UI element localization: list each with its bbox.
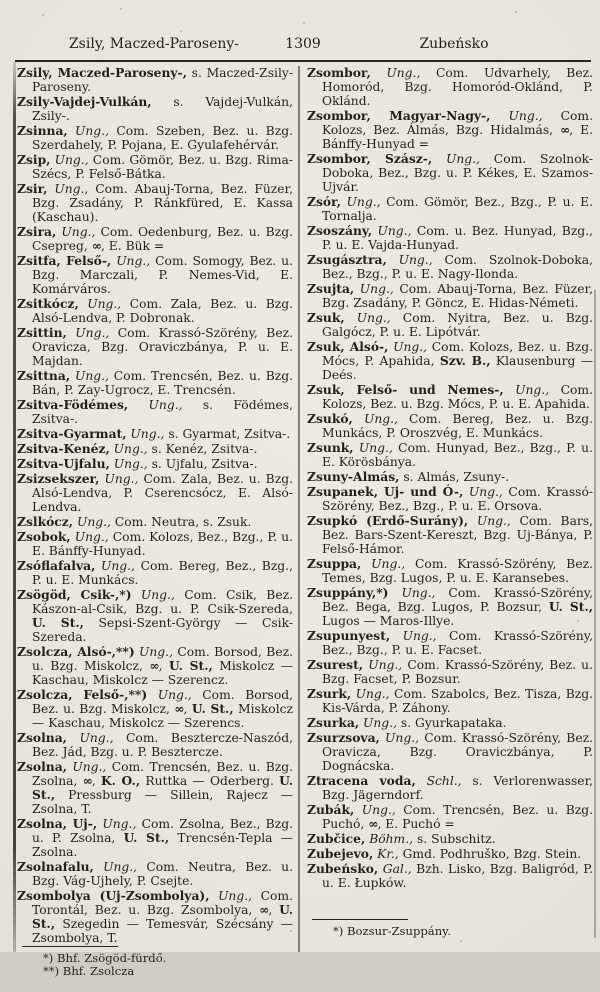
entry [17, 297, 293, 325]
entry-text: Ung., [73, 515, 111, 529]
entry-text: Ung., [352, 412, 398, 426]
entry-text: Pressburg — Sillein, Rajecz — Zsolna, T. [32, 788, 293, 816]
footnote-rule [22, 946, 118, 947]
entry-text: Zsuk, Felső- und Nemes-, [307, 382, 504, 397]
entry-text: s. Vajdej-Vulkán, Zsily-. [32, 95, 293, 123]
entry-text: Zsupkó (Erdő-Surány), [307, 513, 469, 528]
header-rule [15, 60, 591, 62]
entry-text: Ung., [388, 340, 428, 354]
scan-edge-left [13, 62, 16, 952]
left-column [17, 65, 298, 978]
entry-text: Zsupunyest, [307, 628, 391, 643]
entry-text: s. Almás, Zsuny-. [399, 470, 510, 484]
entry-text: Com. Torontál, Bez. u. Bzg. Zsombolya, [32, 889, 293, 917]
entry-text: Gmd. Podhruško, Bzg. Stein. [398, 847, 582, 861]
entry-text: Ung., [147, 688, 192, 702]
entry-text: Com. Bereg, Bez., Bzg., P. u. E. Munkács. [32, 559, 293, 587]
entry [307, 586, 593, 628]
entry-text: Ung., [372, 224, 412, 238]
entry-text: Com. Zsolna, Bez., Bzg. u. P. Zsolna, [32, 817, 293, 845]
entry-text: Com. Bars, Bez. Bars-Szent-Kereszt, Bzg. Uj-Bánya, P. Felső-Hámor. [322, 514, 593, 556]
entry-text: Com. Szolnok-Doboka, Bez., Bzg. u. P. Kékes, E. Szamos-Ujvár. [322, 152, 593, 194]
entry [307, 847, 593, 861]
entry-text: Ung., [432, 152, 480, 166]
entry-text: Ung., [78, 297, 122, 311]
entry [307, 687, 593, 715]
entry-text: Com. Besztercze-Naszód, Bez. Jád, Bzg. u. P. Besztercze. [32, 731, 293, 759]
entry-text: Trencsén-Tepla — Zsolna. [32, 831, 293, 859]
entry [17, 731, 293, 759]
entry-text: Ung., [209, 889, 253, 903]
entry-text: Zsombor, Szász-, [307, 151, 433, 166]
entry [17, 588, 293, 644]
entry-text: Zsurka, [307, 715, 360, 730]
entry-text: Ung., [354, 803, 396, 817]
entry-text: Com. u. Bez. Hunyad, Bzg., P. u. E. Vajda-Hunyad. [322, 224, 593, 252]
entry-text: Com. Szabolcs, Bez. Tisza, Bzg. Kis-Várda, P. Záhony. [322, 687, 593, 715]
entry [307, 485, 593, 513]
entry-text: Com. Somogy, Bez. u. Bzg. Marczali, P. Nemes-Vid, E. Komárváros. [32, 254, 293, 296]
entry-text: U. St., [168, 658, 213, 673]
entry [307, 629, 593, 657]
entry [307, 731, 593, 773]
entry-text: Com. Hunyad, Bez., Bzg., P. u. E. Körösbánya. [322, 441, 593, 469]
entry [307, 803, 593, 831]
entry-text: , [268, 903, 280, 917]
entry-text: K. O., [100, 773, 141, 788]
entry-text: Zsugásztra, [307, 252, 387, 267]
entry-text: Com. Trencsén, Bez. u. Bzg. Bán, P. Zay-Ugrocz, E. Trencsén. [32, 369, 293, 397]
entry-text: Zsolnafalu, [17, 859, 94, 874]
entry [307, 862, 593, 890]
entry-text: Com. Trencsén, Bez. u. Bzg. Puchó, [322, 803, 593, 831]
entry [307, 658, 593, 686]
entry-text: Com. Krassó-Szörény, Bez. Temes, Bzg. Lugos, P. u. E. Karansebes. [322, 557, 593, 585]
posthorn-icon: ∞ [91, 238, 101, 253]
entry-text: Sepsi-Szent-György — Csik-Szereda. [32, 616, 293, 644]
entry [307, 557, 593, 585]
entry-text: Szv. B., [439, 353, 491, 368]
entry-text: Ung., [370, 66, 421, 80]
entry-text: Gal., [378, 862, 412, 876]
entry [307, 832, 593, 846]
entry-text: Ung., [97, 817, 137, 831]
entry-text: Ung., [70, 530, 109, 544]
posthorn-icon: ∞ [560, 122, 570, 137]
footnote-rule [312, 919, 408, 920]
entry-text: Com. Csik, Bez. Kászon-al-Csik, Bzg. u. P. Csik-Szereda, [32, 588, 293, 616]
entry-text: Zsitva-Gyarmat, [17, 426, 127, 441]
entry-text: Zsitva-Födémes, [17, 397, 129, 412]
entry-text: Zsolcza, Felső-,**) [17, 687, 148, 702]
entry-text: s. Kenéz, Zsitva-. [147, 442, 258, 456]
posthorn-icon: ∞ [259, 902, 269, 917]
entry [17, 817, 293, 859]
entry-text: Com. Krassó-Szörény, Bez., Bzg., P. u. E. Facset. [322, 629, 593, 657]
entry [307, 195, 593, 223]
entry-text: Ung., [66, 760, 107, 774]
entry-text: Com. Borsod, Bez. u. Bzg. Miskolcz, [32, 645, 293, 673]
entry-text: Ung., [99, 472, 139, 486]
entry-text: Zsurk, [307, 686, 352, 701]
entry-text: Ung., [134, 645, 173, 659]
entry-text: Com. Bereg, Bez. u. Bzg. Munkács, P. Oroszvég, E. Munkács. [322, 412, 593, 440]
entry-text: s. Subschitz. [413, 832, 496, 846]
entry [307, 441, 593, 469]
entry-text: Zsombor, Magyar-Nagy-, [307, 108, 491, 123]
right-column [300, 66, 593, 952]
entry-text: U. St., [32, 615, 84, 630]
entry-text: Zsuppány,*) [307, 585, 389, 600]
entry [17, 153, 293, 181]
entry [307, 152, 593, 194]
entry [17, 95, 293, 123]
entry-text: Zsolna, Uj-, [17, 816, 98, 831]
entry-text: Com. Kolozs, Bez. u. Bzg. Mócs, P. Apahida, [322, 340, 593, 368]
entry-text: Zubák, [307, 802, 355, 817]
entry-text: s. Maczed-Zsily-Paroseny. [32, 66, 293, 94]
entry-text: Zsór, [307, 194, 341, 209]
page-header [0, 36, 600, 58]
entry [17, 559, 293, 587]
footnote: **) Bhf. Zsolcza [43, 964, 135, 978]
entry [307, 311, 593, 339]
entry-text: Zsizsekszer, [17, 471, 100, 486]
entry-text: Zsupanek, Uj- und Ó-, [307, 484, 464, 499]
entry-text: , [91, 774, 101, 788]
entry-text: Zsip, [17, 152, 51, 167]
posthorn-icon: ∞ [368, 816, 378, 831]
entry-text: Ung., [70, 369, 109, 383]
entry-text: Com. Oedenburg, Bez. u. Bzg. Csepreg, [32, 225, 293, 253]
entry [17, 442, 293, 456]
entry-text: Miskolcz — Kaschau, Miskolcz — Szerencz. [32, 659, 293, 687]
entry-text: Com. Neutra, s. Zsuk. [110, 515, 252, 529]
entry-text: Kr., [373, 847, 399, 861]
entry-text: Zsurzsova, [307, 730, 380, 745]
entry-text: Ung., [67, 124, 109, 138]
entry-text: Com. Szeben, Bez. u. Bzg. Szerdahely, P. Pojana, E. Gyulafehérvár. [32, 124, 293, 152]
entry-text: Zsitva-Ujfalu, [17, 456, 110, 471]
scan-edge-right [594, 290, 596, 938]
entry [17, 326, 293, 368]
entry-text: s. Gyarmat, Zsitva-. [164, 427, 291, 441]
entry-text: Zsombolya (Uj-Zsombolya), [17, 888, 210, 903]
entry-text: s. Födémes, Zsitva-. [32, 398, 294, 426]
entry-text: U. St., [191, 701, 234, 716]
entry [17, 66, 293, 94]
entry [17, 860, 293, 888]
entry-text: Zsitkócz, [17, 296, 79, 311]
entry [17, 530, 293, 558]
entry-text: Ung., [47, 182, 89, 196]
entry-text: , E. Bük = [100, 239, 165, 253]
entry [307, 224, 593, 252]
entry [17, 889, 293, 945]
entry [17, 427, 293, 441]
entry-text: Zsombor, [307, 65, 371, 80]
entry-text: Zsolna, [17, 759, 67, 774]
entry [17, 254, 293, 296]
entry-text: Ung., [379, 731, 420, 745]
entry-text: Ung., [126, 427, 165, 441]
entry-text: Zsögöd, Csik-,*) [17, 587, 132, 602]
posthorn-icon: ∞ [149, 658, 159, 673]
entry [17, 760, 293, 816]
entry-text: Zsobok, [17, 529, 71, 544]
entry-text: Zsóflafalva, [17, 558, 96, 573]
entry-text: Schl., [415, 774, 462, 788]
entry-text: Zsunk, [307, 440, 354, 455]
entry-text: Miskolcz — Kaschau, Miskolcz — Szerencs. [32, 702, 294, 730]
entry [17, 182, 293, 224]
entry [307, 66, 593, 108]
entry-text: Ung., [95, 559, 135, 573]
entry-text: Com. Nyitra, Bez. u. Bzg. Galgócz, P. u. E. Lipótvár. [322, 311, 594, 339]
entry-text: Lugos — Maros-Illye. [322, 614, 455, 628]
entry-text: Zubeńsko, [307, 861, 379, 876]
entry-text: Ung., [361, 557, 406, 571]
entry-text: Ung., [344, 311, 391, 325]
entry-text: Bzh. Lisko, Bzg. Baligród, P. u. E. Łupków. [322, 862, 593, 890]
entry-text: Com. Neutra, Bez. u. Bzg. Vág-Ujhely, P. Csejte. [32, 860, 293, 888]
entry-text: Com. Krassó-Szörény, Bez. u. Bzg. Facset, P. Bozsur. [322, 658, 593, 686]
entry-text: Ung., [354, 282, 394, 296]
entry-text: Com. Gömör, Bez. u. Bzg. Rima-Szécs, P. Felső-Bátka. [32, 153, 293, 181]
entry-text: Com. Zala, Bez. u. Bzg. Alsó-Lendva, P. Dobronak. [32, 297, 293, 325]
entry-text: Zsily-Vajdej-Vulkán, [17, 94, 152, 109]
entry-text: Zsolcza, Alsó-,**) [17, 644, 135, 659]
entry-text: Ung., [468, 514, 511, 528]
entry-text: Ung., [351, 687, 390, 701]
entry-text: Zsitfa, Felső-, [17, 253, 112, 268]
entry [17, 398, 293, 426]
entry-text: U. St., [123, 830, 170, 845]
entry [307, 514, 593, 556]
header-left-keyword: Zsily, Maczed-Paroseny- [68, 36, 240, 52]
entry-text: Ung., [93, 860, 138, 874]
entry-text: Ung., [66, 326, 110, 340]
entry [17, 515, 293, 529]
footnotes-block [307, 919, 593, 952]
entry-text: Com. Kolozs, Bez. u. Bzg. Mócs, P. u. E. Apahida. [322, 383, 594, 411]
entry-text: Böhm., [365, 832, 414, 846]
entry-text: Ung., [359, 716, 397, 730]
entry-text: Com. Borsod, Bez. u. Bzg. Miskolcz, [32, 688, 294, 716]
entry [307, 253, 593, 281]
entry-text: Zsitva-Kenéz, [17, 441, 110, 456]
entry-text: Com. Abauj-Torna, Bez. Füzer, Bzg. Zsadány, P. Ránkfüred, E. Kassa (Kaschau). [32, 182, 293, 224]
entry-text: Com. Zala, Bez. u. Bzg. Alsó-Lendva, P. Cserencsócz, E. Alsó-Lendva. [32, 472, 293, 514]
entry-text: s. Ujfalu, Zsitva-. [147, 457, 258, 471]
entry-text: Zsittin, [17, 325, 67, 340]
entry-text: Zsira, [17, 224, 57, 239]
entry [307, 774, 593, 802]
entry-text: Zsolna, [17, 730, 67, 745]
entry-text: Zsir, [17, 181, 48, 196]
entry-text: Zsuk, Alsó-, [307, 339, 389, 354]
entry [17, 457, 293, 471]
entry-text: U. St., [32, 902, 293, 931]
entry [307, 340, 593, 382]
entry [307, 109, 593, 151]
entry-text: Ung., [340, 195, 381, 209]
entries-list [17, 66, 293, 946]
entry-text: Com. Krassó-Szörény, Bez., Bzg., P. u. E. Orsova. [322, 485, 594, 513]
entry-text: U. St., [548, 599, 594, 614]
entry-text: Ung., [386, 253, 433, 267]
entry-text: Com. Kolozs, Bez. Álmás, Bzg. Hidalmás, [322, 109, 593, 137]
entry-text: Ung., [56, 225, 96, 239]
entry-text: Com. Krassó-Szörény, Bez. Bega, Bzg. Lugos, P. Bozsur, [322, 586, 593, 614]
entry-text: Com. Krassó-Szörény, Bez. Oravicza, Bzg. Oraviczbánya, P. u. E. Majdan. [32, 326, 293, 368]
page-number: 1309 [285, 36, 321, 52]
entry-text: Com. Udvarhely, Bez. Homoród, Bzg. Homoród-Oklánd, P. Oklánd. [322, 66, 593, 108]
entry [17, 124, 293, 152]
entry-text: Zsoszány, [307, 223, 373, 238]
entry-text: Klausenburg — Deés. [322, 354, 593, 382]
entry-text: Ung., [390, 629, 437, 643]
entry-text: Com. Krassó-Szörény, Bez. Oravicza, Bzg. Oraviczbánya, P. Dognácska. [322, 731, 593, 773]
entry-text: Ung., [128, 398, 183, 412]
entry [307, 470, 593, 484]
entry-text: Ung., [388, 586, 436, 600]
entries-list [307, 66, 593, 891]
entry-text: Ung., [109, 457, 148, 471]
entry [307, 383, 593, 411]
entry-text: Ung., [50, 153, 89, 167]
entry-text: Zsuppa, [307, 556, 362, 571]
columns [17, 65, 594, 978]
entry-text: , [158, 659, 169, 673]
footnote: *) Bhf. Zsögöd-fürdő. [43, 951, 167, 965]
entry-text: Szegedin — Temesvár, Szécsány — Zsombolya, T. [32, 917, 293, 945]
footnotes-block [17, 946, 293, 992]
entry [307, 282, 593, 310]
header-right-keyword: Zubeńsko [419, 36, 489, 52]
entry-text: Zubejevo, [307, 846, 374, 861]
entry-text: Ung., [490, 109, 543, 123]
entry-text: Zsuk, [307, 310, 345, 325]
entry-text: Com. Gömör, Bez., Bzg., P. u. E. Tornalja. [322, 195, 593, 223]
entry-text: Ztracena voda, [307, 773, 416, 788]
entry-text: Zsujta, [307, 281, 355, 296]
entry-text: Zsurest, [307, 657, 364, 672]
entry-text: Ung., [66, 731, 114, 745]
entry-text: Com. Trencsén, Bez. u. Bzg. Zsolna, [32, 760, 293, 788]
entry-text: Ruttka — Oderberg. [140, 774, 280, 788]
entry-text: Zsinna, [17, 123, 68, 138]
entry-text: , E. Puchó = [377, 817, 455, 831]
entry-text: Com. Szolnok-Doboka, Bez., Bzg., P. u. E. Nagy-Ilonda. [322, 253, 593, 281]
entry-text: s. Gyurkapataka. [396, 716, 507, 730]
entry [17, 645, 293, 687]
entry-text: Zsuny-Almás, [307, 469, 400, 484]
entry-text: Ung., [109, 442, 148, 456]
entry-text: Ung., [111, 254, 151, 268]
entry-text: , E. Bánffy-Hunyad = [322, 123, 593, 151]
entry-text: Zsittna, [17, 368, 71, 383]
entry-text: s. Verlorenwasser, Bzg. Jägerndorf. [322, 774, 593, 802]
footnote: *) Bozsur-Zsuppány. [333, 924, 451, 938]
entry [17, 225, 293, 253]
entry-text: Zubčice, [307, 831, 366, 846]
entry-text: Ung., [363, 658, 403, 672]
entry-text: Ung., [503, 383, 550, 397]
entry-text: Zsily, Maczed-Paroseny-, [17, 65, 187, 80]
entry-text: Com. Abauj-Torna, Bez. Füzer, Bzg. Zsadány, P. Göncz, E. Hidas-Németi. [322, 282, 593, 310]
entry [17, 369, 293, 397]
entry-text: Zsukó, [307, 411, 353, 426]
entry [17, 472, 293, 514]
entry-text: Ung., [463, 485, 503, 499]
posthorn-icon: ∞ [82, 773, 92, 788]
entry [307, 412, 593, 440]
entry-text: Zslkócz, [17, 514, 74, 529]
entry [307, 716, 593, 730]
entry-text: Ung., [131, 588, 175, 602]
entry-text: Com. Kolozs, Bez., Bzg., P. u. E. Bánffy-Hunyad. [32, 530, 293, 558]
posthorn-icon: ∞ [174, 701, 184, 716]
entry [17, 688, 293, 730]
entry-text: U. St., [32, 773, 293, 802]
scan-speckles [0, 0, 2, 2]
entry-text: , [183, 702, 192, 716]
entry-text: Ung., [353, 441, 393, 455]
